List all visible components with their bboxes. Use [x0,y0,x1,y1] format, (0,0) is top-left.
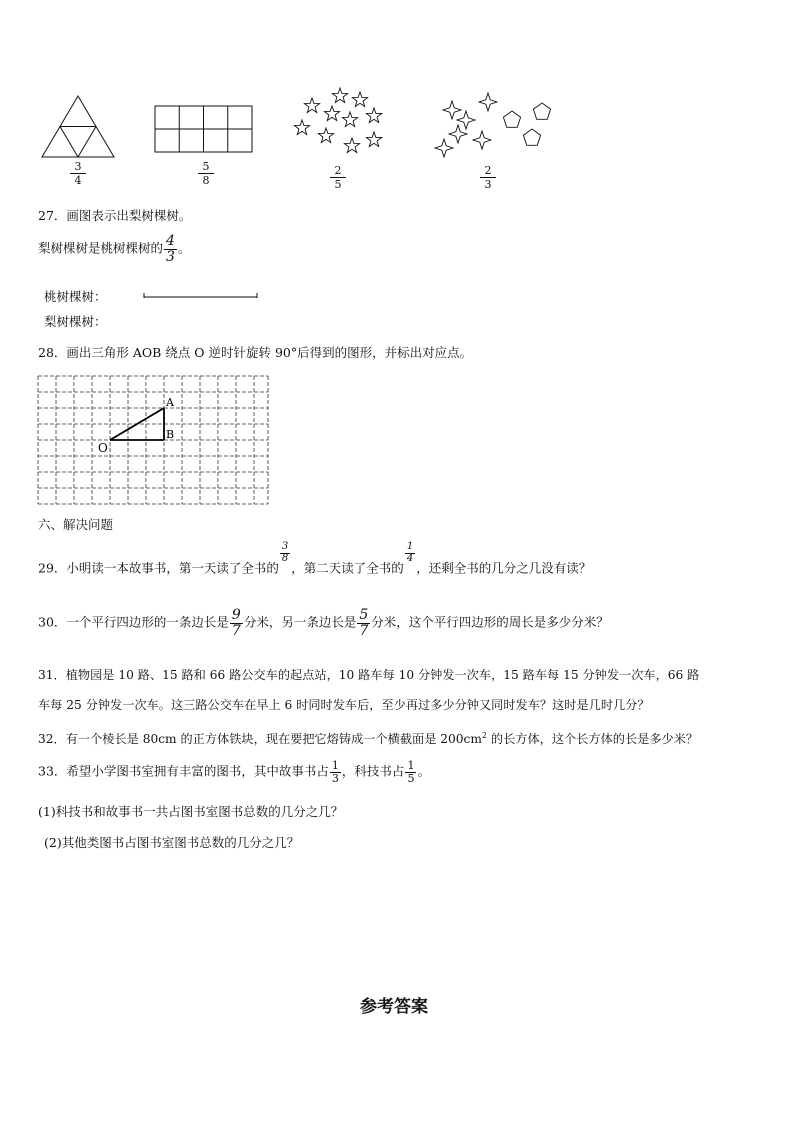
q27-prefix: 梨树棵树是桃树棵树的 [38,240,164,256]
question-33 [38,760,430,784]
pear-tree-label: 梨树棵树： [44,314,107,329]
fraction-numerator: 2 [484,164,492,177]
star-icon [352,92,367,107]
four-point-star-icon [457,111,475,129]
question-29 [38,541,592,580]
q30-fraction-2 [357,608,370,638]
fraction-numerator: 3 [281,541,289,552]
fraction-numerator: 5 [202,160,210,173]
pentagon-icon [533,103,550,119]
answers-heading: 参考答案 [360,997,428,1017]
q30-fraction-1 [230,608,243,638]
rectangle-fraction [198,160,214,187]
fraction-denominator: 4 [70,173,86,187]
star-icon [366,132,381,147]
q32-suffix: 的长方体，这个长方体的长是多少米？ [487,732,699,746]
fraction-denominator: 7 [231,622,241,639]
four-point-star-icon [435,139,453,157]
question-27-line [38,234,190,264]
question-28-title: 28．画出三角形 AOB 绕点 O 逆时针旋转 90°后得到的图形，并标出对应点。 [38,345,473,360]
q33-fraction-2 [405,760,416,784]
question-31-line-1: 31．植物园是 10 路、15 路和 66 路公交车的起点站，10 路车每 10 分钟发一次车，15 路车每 15 分钟发一次车，66 路 [38,668,700,682]
q33-suffix: 。 [417,763,430,779]
fraction-denominator: 7 [359,622,369,639]
fraction-denominator: 3 [166,248,175,265]
question-31-line-2: 车每 25 分钟发一次车。这三路公交车在早上 6 时同时发车后，至少再过多少分钟又同时发车？这时是几时几分？ [38,698,650,712]
q32-superscript: 2 [481,730,488,740]
star-icon [332,88,347,103]
star-icon [324,106,339,121]
question-33-sub-1: (1)科技书和故事书一共占图书室图书总数的几分之几？ [38,804,344,819]
star-icon [294,120,309,135]
fraction-numerator: 1 [407,759,415,772]
q30-suffix: 分米，这个平行四边形的周长是多少分米？ [371,614,609,630]
fraction-numerator: 3 [74,160,82,173]
q29-prefix: 29．小明读一本故事书，第一天读了全书的 [38,560,279,576]
q30-middle: 分米，另一条边长是 [243,614,357,630]
point-a-label: A [166,396,174,409]
stars-fraction [330,164,346,191]
four-point-star-icon [449,125,467,143]
q32-prefix: 32．有一个棱长是 80cm 的正方体铁块，现在要把它熔铸成一个横截面是 200cm [38,732,482,746]
point-b-label: B [166,428,175,441]
question-32 [38,730,698,747]
triangle-figure [38,92,118,162]
fraction-numerator: 5 [359,607,369,623]
fraction-denominator: 3 [331,771,339,785]
pentagon-icon [523,129,540,145]
fraction-denominator: 3 [480,177,496,191]
point-o-label: O [98,441,108,455]
rectangle-grid-figure [154,105,254,155]
q29-fraction-2 [405,542,415,564]
fraction-denominator: 4 [406,552,414,564]
four-point-star-icon [473,131,491,149]
q33-middle: ，科技书占 [341,763,405,779]
fraction-numerator: 1 [406,541,414,552]
fraction-denominator: 8 [198,173,214,187]
four-point-star-icon [479,93,497,111]
fraction-denominator: 5 [330,177,346,191]
question-33-sub-2: (2)其他类图书占图书室图书总数的几分之几？ [44,835,300,850]
section-six-heading: 六、解决问题 [38,517,114,532]
four-point-star-icon [443,101,461,119]
q33-prefix: 33．希望小学图书室拥有丰富的图书，其中故事书占 [38,763,329,779]
fraction-denominator: 8 [281,552,289,564]
fraction-numerator: 9 [231,607,241,623]
triangle-fraction [70,160,86,187]
star-icon [366,108,381,123]
fraction-numerator: 2 [334,164,342,177]
fraction-numerator: 4 [166,233,175,249]
question-27-title: 27．画图表示出梨树棵树。 [38,208,192,223]
peach-tree-label: 桃树棵树： [44,289,107,304]
rotation-grid [36,374,270,506]
peach-tree-bar [143,292,259,300]
question-30 [38,608,609,638]
stars-pentagons-fraction [480,164,496,191]
q27-fraction [164,234,177,264]
star-icon [318,128,333,143]
fraction-denominator: 5 [407,771,415,785]
q27-suffix: 。 [177,240,191,256]
stars-figure [288,84,388,164]
star-icon [344,138,359,153]
star-icon [342,112,357,127]
fraction-numerator: 1 [331,759,339,772]
star-icon [304,98,319,113]
q33-fraction-1 [330,760,341,784]
pentagon-icon [503,111,520,127]
stars-pentagons-figure [430,88,560,168]
q29-middle: ，第二天读了全书的 [291,560,404,576]
q30-prefix: 30．一个平行四边形的一条边长是 [38,614,229,630]
q29-fraction-1 [280,542,290,564]
q29-suffix: ，还剩全书的几分之几没有读？ [416,560,592,576]
